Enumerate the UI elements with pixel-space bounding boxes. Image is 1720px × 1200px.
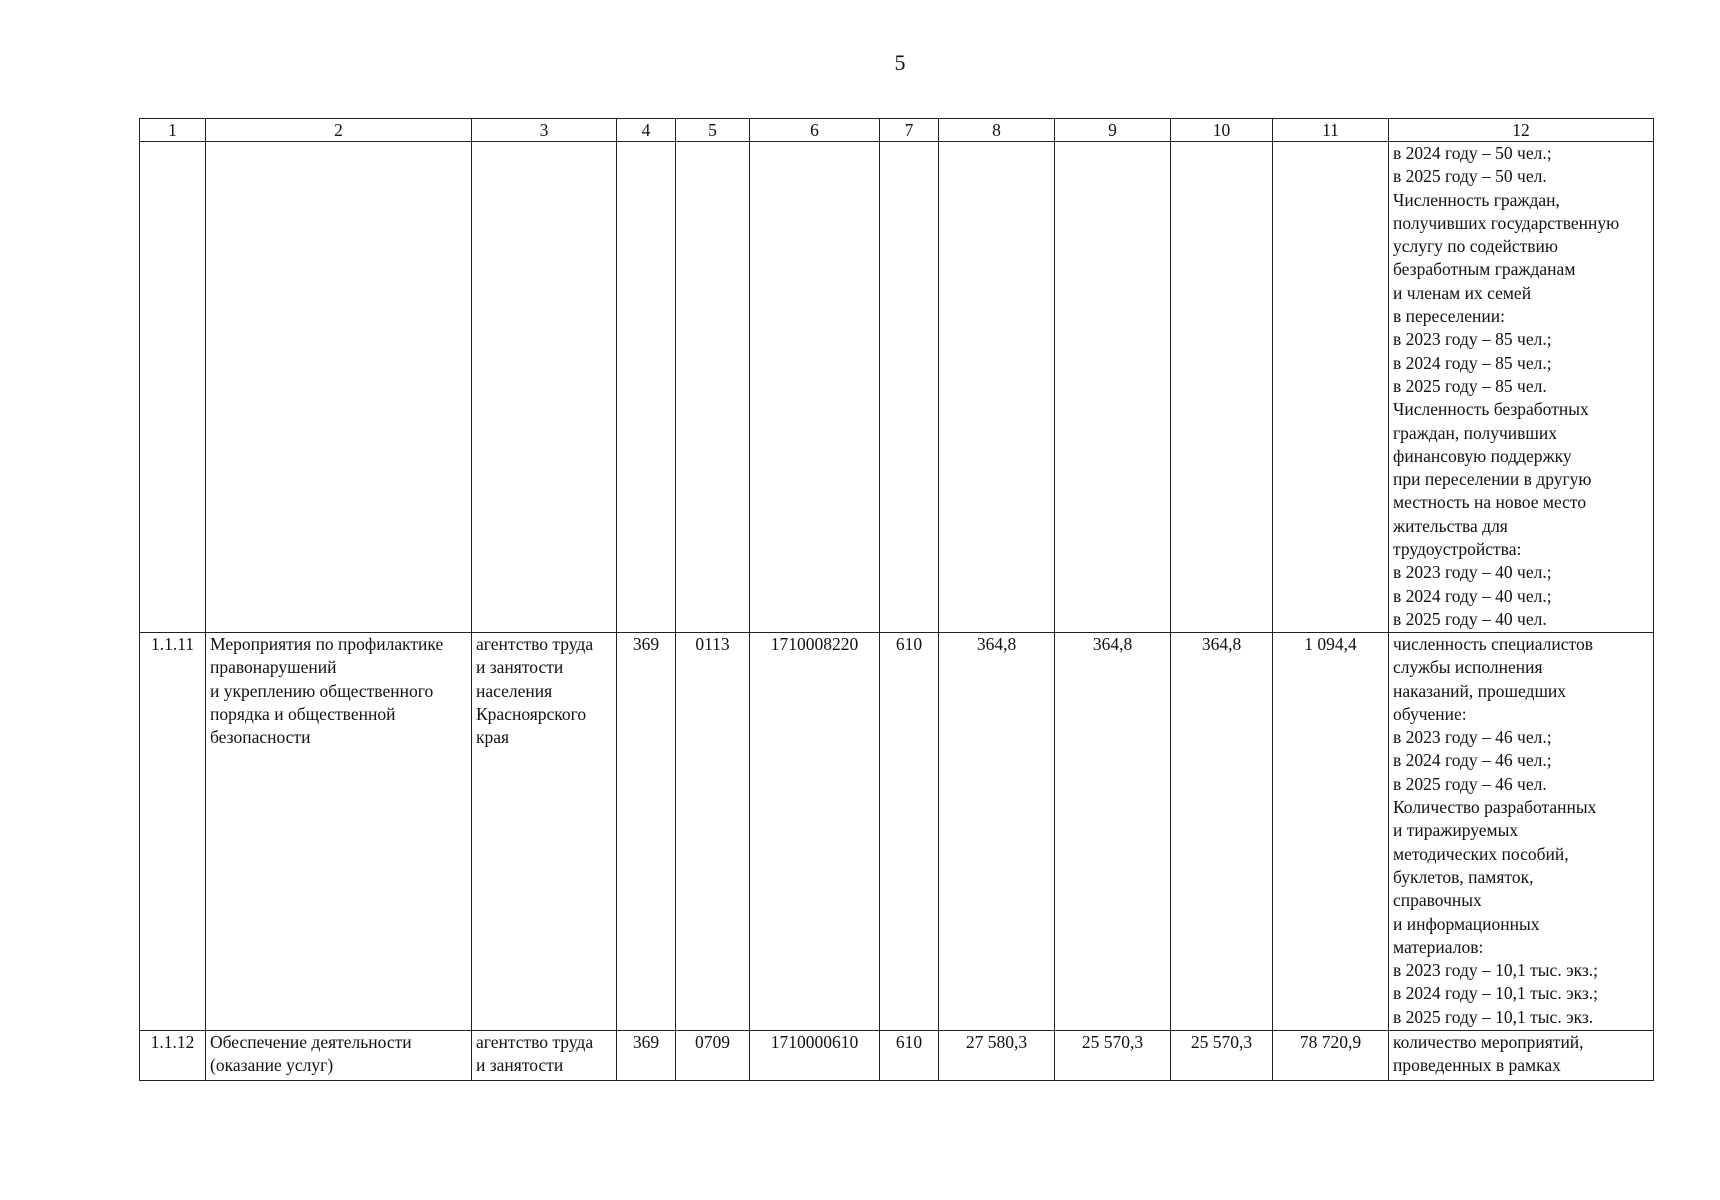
csr-cell <box>750 142 880 633</box>
result-line: в 2024 году – 46 чел.; <box>1393 750 1552 771</box>
result-line: методических пособий, <box>1393 843 1569 864</box>
row-number-cell <box>140 142 206 633</box>
result-line: в 2025 году – 85 чел. <box>1393 375 1547 396</box>
result-line: и членам их семей <box>1393 282 1532 303</box>
column-number: 12 <box>1389 119 1654 142</box>
result-line: Численность граждан, <box>1393 189 1560 210</box>
result-line: буклетов, памяток, <box>1393 866 1534 887</box>
column-number: 5 <box>676 119 750 142</box>
column-number: 10 <box>1171 119 1273 142</box>
column-number: 7 <box>880 119 939 142</box>
result-line: услугу по содействию <box>1393 236 1558 257</box>
result-line: численность специалистов <box>1393 634 1593 654</box>
expected-result-cell <box>1389 633 1654 1031</box>
amount-2023-cell: 27 580,3 <box>939 1031 1055 1081</box>
measure-name-line: Обеспечение деятельности <box>210 1032 412 1052</box>
result-line: в 2023 году – 85 чел.; <box>1393 329 1552 350</box>
result-line: местность на новое место <box>1393 492 1587 513</box>
rzpr-cell <box>676 142 750 633</box>
executor-line: Красноярского <box>476 703 587 724</box>
result-line: в 2024 году – 10,1 тыс. экз.; <box>1393 983 1599 1004</box>
measure-name-line: и укреплению общественного <box>210 680 434 701</box>
column-number: 4 <box>617 119 676 142</box>
table-row <box>140 633 1654 1031</box>
measures-table <box>139 118 1654 1081</box>
result-line: в 2025 году – 40 чел. <box>1393 608 1547 629</box>
column-number: 11 <box>1273 119 1389 142</box>
column-number: 1 <box>140 119 206 142</box>
amount-2023-cell <box>939 142 1055 633</box>
result-line: в 2024 году – 85 чел.; <box>1393 352 1552 373</box>
grbs-cell: 369 <box>617 1031 676 1081</box>
measure-name-cell <box>206 633 472 1031</box>
result-line: материалов: <box>1393 936 1484 957</box>
amount-2024-cell <box>1055 142 1171 633</box>
result-line: в переселении: <box>1393 306 1505 327</box>
result-line: в 2025 году – 46 чел. <box>1393 773 1547 794</box>
measure-name-line: порядка и общественной <box>210 703 396 724</box>
amount-2025-cell: 25 570,3 <box>1171 1031 1273 1081</box>
rzpr-cell: 0709 <box>676 1031 750 1081</box>
column-number: 9 <box>1055 119 1171 142</box>
result-line: в 2023 году – 46 чел.; <box>1393 727 1552 748</box>
result-line: получивших государственную <box>1393 212 1620 233</box>
result-line: Количество разработанных <box>1393 797 1597 818</box>
amount-2025-cell: 364,8 <box>1171 633 1273 1031</box>
table-row <box>140 142 1654 633</box>
csr-cell: 1710008220 <box>750 633 880 1031</box>
measure-name-cell <box>206 1031 472 1081</box>
row-number-cell: 1.1.12 <box>140 1031 206 1081</box>
table-row <box>140 1031 1654 1081</box>
amount-2024-cell: 25 570,3 <box>1055 1031 1171 1081</box>
expected-result-cell <box>1389 1031 1654 1081</box>
measure-name-line: безопасности <box>210 727 311 748</box>
executor-line: агентство труда <box>476 1032 594 1052</box>
vr-cell: 610 <box>880 1031 939 1081</box>
result-line: граждан, получивших <box>1393 422 1557 443</box>
column-number: 2 <box>206 119 472 142</box>
column-number-row <box>140 119 1654 142</box>
result-line: Численность безработных <box>1393 399 1589 420</box>
result-line: обучение: <box>1393 703 1467 724</box>
measure-name-line: правонарушений <box>210 657 337 678</box>
result-line: наказаний, прошедших <box>1393 680 1567 701</box>
result-line: финансовую поддержку <box>1393 445 1572 466</box>
executor-line: населения <box>476 680 553 701</box>
result-line: в 2025 году – 50 чел. <box>1393 166 1547 187</box>
amount-2025-cell <box>1171 142 1273 633</box>
result-line: в 2025 году – 10,1 тыс. экз. <box>1393 1006 1594 1027</box>
amount-total-cell <box>1273 142 1389 633</box>
measure-name-line: Мероприятия по профилактике <box>210 634 444 654</box>
result-line: жительства для <box>1393 515 1508 536</box>
vr-cell <box>880 142 939 633</box>
executor-line: и занятости <box>476 1055 564 1076</box>
result-line: при переселении в другую <box>1393 469 1592 490</box>
result-line: в 2024 году – 40 чел.; <box>1393 585 1552 606</box>
amount-total-cell: 1 094,4 <box>1273 633 1389 1031</box>
executor-line: агентство труда <box>476 634 594 654</box>
amount-2023-cell: 364,8 <box>939 633 1055 1031</box>
expected-result-cell <box>1389 142 1654 633</box>
measure-name-cell <box>206 142 472 633</box>
column-number: 8 <box>939 119 1055 142</box>
result-line: службы исполнения <box>1393 657 1543 678</box>
csr-cell: 1710000610 <box>750 1031 880 1081</box>
result-line: и информационных <box>1393 913 1540 934</box>
executor-cell <box>472 142 617 633</box>
executor-line: края <box>476 727 510 748</box>
column-number: 3 <box>472 119 617 142</box>
executor-cell <box>472 1031 617 1081</box>
result-line: справочных <box>1393 890 1482 911</box>
result-line: в 2024 году – 50 чел.; <box>1393 143 1552 163</box>
result-line: и тиражируемых <box>1393 820 1519 841</box>
amount-total-cell: 78 720,9 <box>1273 1031 1389 1081</box>
rzpr-cell: 0113 <box>676 633 750 1031</box>
amount-2024-cell: 364,8 <box>1055 633 1171 1031</box>
executor-line: и занятости <box>476 657 564 678</box>
vr-cell: 610 <box>880 633 939 1031</box>
result-line: количество мероприятий, <box>1393 1032 1584 1052</box>
result-line: в 2023 году – 40 чел.; <box>1393 562 1552 583</box>
page-number: 5 <box>894 50 906 75</box>
column-number: 6 <box>750 119 880 142</box>
row-number-cell: 1.1.11 <box>140 633 206 1031</box>
executor-cell <box>472 633 617 1031</box>
result-line: безработным гражданам <box>1393 259 1576 280</box>
grbs-cell: 369 <box>617 633 676 1031</box>
result-line: трудоустройства: <box>1393 539 1522 560</box>
grbs-cell <box>617 142 676 633</box>
measure-name-line: (оказание услуг) <box>210 1055 334 1076</box>
result-line: в 2023 году – 10,1 тыс. экз.; <box>1393 960 1599 981</box>
result-line: проведенных в рамках <box>1393 1055 1561 1076</box>
